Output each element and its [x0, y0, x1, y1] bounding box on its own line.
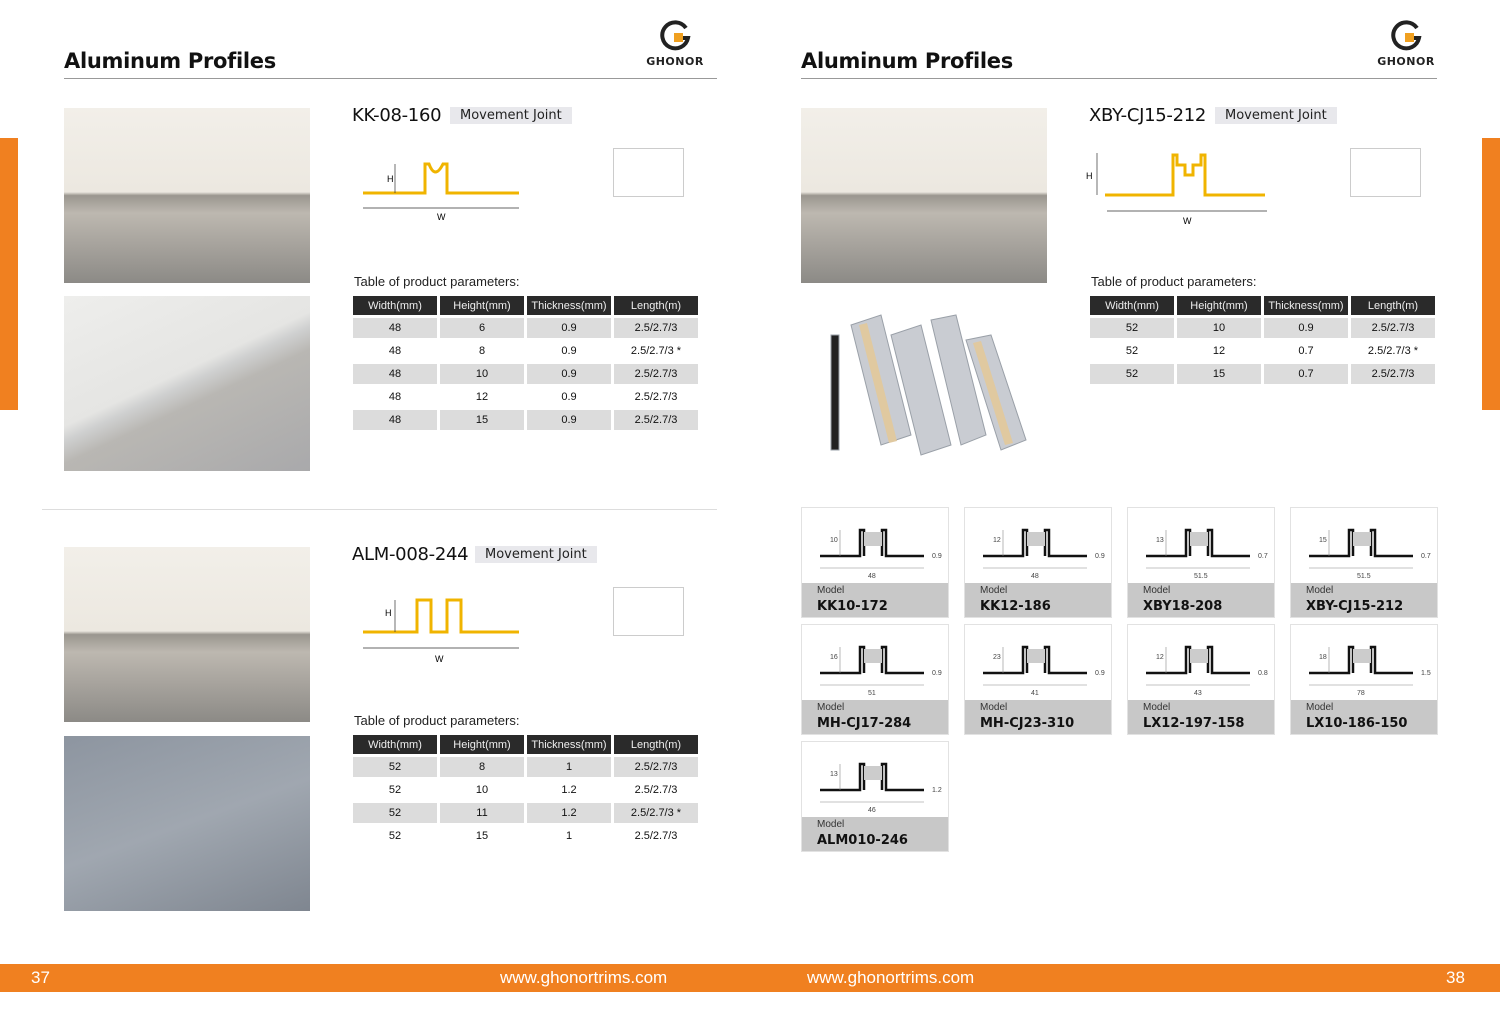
product-type-badge: Movement Joint [1215, 107, 1337, 124]
dim-thickness: 0.9 [932, 670, 942, 677]
dim-w-label: W [1183, 216, 1192, 226]
brand-name: GHONOR [1377, 55, 1435, 68]
model-name: XBY-CJ15-212 [1306, 599, 1404, 614]
left-page-title: Aluminum Profiles [64, 49, 276, 73]
table-cell: 12 [475, 391, 489, 403]
dim-height: 10 [830, 537, 838, 544]
table-cell: 2.5/2.7/3 [1351, 318, 1435, 338]
column-header: Thickness(mm) [527, 735, 611, 754]
dim-width: 46 [868, 807, 876, 814]
profile-diagram [355, 150, 530, 225]
table-caption: Table of product parameters: [354, 713, 520, 728]
table-cell: 15 [475, 830, 489, 842]
table-caption: Table of product parameters: [354, 274, 520, 289]
footer-bar [0, 964, 1500, 992]
dim-w-label: W [437, 212, 446, 222]
table-row [1090, 341, 1435, 361]
column-header: Height(mm) [440, 296, 524, 315]
brand-logo [1371, 20, 1441, 70]
table-cell: 1.2 [527, 803, 611, 823]
table-cell: 2.5/2.7/3 [1351, 364, 1435, 384]
dim-w-label: W [435, 654, 444, 664]
table-cell: 2.5/2.7/3 [634, 784, 678, 796]
table-header [1090, 296, 1435, 315]
table-row [353, 826, 698, 846]
product-photo [801, 108, 1047, 283]
profile-drawing [802, 625, 950, 703]
table-row [353, 318, 698, 338]
dim-thickness: 0.8 [1258, 670, 1268, 677]
table-row [1090, 318, 1435, 338]
column-header: Length(m) [614, 735, 698, 754]
dim-thickness: 0.9 [932, 553, 942, 560]
product-photo [64, 108, 310, 283]
table-cell: 1.2 [561, 784, 577, 796]
parameters-table [1087, 293, 1438, 387]
table-cell: 52 [353, 757, 437, 777]
profile-drawing [802, 742, 950, 820]
ghonor-logo-icon [1389, 20, 1423, 52]
profile-drawing [802, 508, 950, 586]
model-card[interactable] [801, 741, 949, 852]
product-photo [64, 296, 310, 471]
section-thumbnail [613, 587, 684, 636]
table-cell: 2.5/2.7/3 [614, 364, 698, 384]
dim-thickness: 1.2 [932, 787, 942, 794]
product-model: ALM-008-244 [352, 544, 469, 565]
column-header: Width(mm) [353, 735, 437, 754]
dim-height: 13 [830, 771, 838, 778]
header-divider [64, 78, 717, 79]
model-name: MH-CJ23-310 [980, 716, 1075, 731]
model-card[interactable] [964, 624, 1112, 735]
table-cell: 52 [388, 784, 402, 796]
model-name: KK10-172 [817, 599, 888, 614]
table-cell: 48 [353, 410, 437, 430]
model-card[interactable] [964, 507, 1112, 618]
dim-thickness: 1.5 [1421, 670, 1431, 677]
header-divider [801, 78, 1437, 79]
dim-thickness: 0.9 [1095, 670, 1105, 677]
model-label: Model [980, 585, 1008, 596]
table-cell: 52 [1090, 364, 1174, 384]
table-row [353, 757, 698, 777]
table-cell: 0.9 [561, 391, 577, 403]
model-card[interactable] [1290, 624, 1438, 735]
table-cell: 2.5/2.7/3 * [630, 345, 682, 357]
column-header: Thickness(mm) [1264, 296, 1348, 315]
model-label: Model [817, 819, 845, 830]
profile-diagram [1085, 145, 1275, 230]
dim-h-label: H [385, 608, 392, 618]
table-row [353, 341, 698, 361]
table-cell: 0.9 [527, 318, 611, 338]
model-name: XBY18-208 [1143, 599, 1223, 614]
right-page-title: Aluminum Profiles [801, 49, 1013, 73]
table-cell: 1 [527, 757, 611, 777]
product-assortment-photo [801, 295, 1047, 470]
table-row [353, 803, 698, 823]
dim-height: 23 [993, 654, 1001, 661]
table-row [353, 387, 698, 407]
table-cell: 10 [1177, 318, 1261, 338]
table-header [353, 735, 698, 754]
table-cell: 6 [440, 318, 524, 338]
table-cell: 48 [388, 345, 402, 357]
model-label: Model [1306, 585, 1334, 596]
column-header: Height(mm) [440, 735, 524, 754]
table-header [353, 296, 698, 315]
model-card[interactable] [801, 507, 949, 618]
section-thumbnail [613, 148, 684, 197]
table-cell: 52 [388, 830, 402, 842]
model-label: Model [1143, 585, 1171, 596]
ghonor-logo-icon [658, 20, 692, 52]
table-cell: 0.7 [1298, 345, 1314, 357]
dim-height: 13 [1156, 537, 1164, 544]
table-cell: 52 [1090, 318, 1174, 338]
product-type-badge: Movement Joint [450, 107, 572, 124]
table-row [353, 364, 698, 384]
model-card[interactable] [801, 624, 949, 735]
profile-drawing [1128, 625, 1276, 703]
table-cell: 0.9 [1264, 318, 1348, 338]
profile-diagram [355, 590, 530, 665]
dim-h-label: H [387, 174, 394, 184]
dim-height: 18 [1319, 654, 1327, 661]
parameters-table [350, 293, 701, 433]
dim-h-label: H [1086, 171, 1093, 181]
table-caption: Table of product parameters: [1091, 274, 1257, 289]
model-name: KK12-186 [980, 599, 1051, 614]
footer-url-right[interactable]: www.ghonortrims.com [807, 968, 975, 987]
table-cell: 15 [1177, 364, 1261, 384]
page-number-left: 37 [31, 968, 50, 987]
footer-url-left[interactable]: www.ghonortrims.com [500, 968, 668, 987]
product-model: XBY-CJ15-212 [1089, 105, 1207, 126]
table-cell: 8 [478, 345, 486, 357]
table-row [353, 410, 698, 430]
table-cell: 2.5/2.7/3 [614, 318, 698, 338]
section-divider [42, 509, 717, 510]
profile-drawing [965, 625, 1113, 703]
dim-width: 48 [868, 573, 876, 580]
dim-width: 51.5 [1194, 573, 1208, 580]
table-cell: 2.5/2.7/3 [614, 410, 698, 430]
side-accent-bar [0, 138, 18, 410]
column-header: Length(m) [1351, 296, 1435, 315]
column-header: Length(m) [614, 296, 698, 315]
table-cell: 2.5/2.7/3 * [614, 803, 698, 823]
parameters-table [350, 732, 701, 849]
column-header: Width(mm) [353, 296, 437, 315]
table-cell: 15 [440, 410, 524, 430]
profile-drawing [1128, 508, 1276, 586]
table-cell: 48 [353, 364, 437, 384]
table-cell: 2.5/2.7/3 * [1367, 345, 1419, 357]
table-cell: 2.5/2.7/3 [614, 757, 698, 777]
table-cell: 0.9 [527, 410, 611, 430]
dim-width: 51.5 [1357, 573, 1371, 580]
column-header: Height(mm) [1177, 296, 1261, 315]
dim-width: 78 [1357, 690, 1365, 697]
table-cell: 52 [1125, 345, 1139, 357]
model-name: LX10-186-150 [1306, 716, 1408, 731]
product-photo [64, 547, 310, 722]
dim-height: 15 [1319, 537, 1327, 544]
profile-drawing [1291, 508, 1439, 586]
table-cell: 8 [440, 757, 524, 777]
table-cell: 0.9 [561, 345, 577, 357]
product-photo [64, 736, 310, 911]
brand-logo [640, 20, 710, 70]
model-name: LX12-197-158 [1143, 716, 1245, 731]
column-header: Thickness(mm) [527, 296, 611, 315]
table-cell: 0.9 [527, 364, 611, 384]
side-accent-bar [1482, 138, 1500, 410]
brand-name: GHONOR [646, 55, 704, 68]
table-cell: 2.5/2.7/3 [634, 391, 678, 403]
model-label: Model [1143, 702, 1171, 713]
table-cell: 48 [353, 318, 437, 338]
dim-height: 16 [830, 654, 838, 661]
model-card[interactable] [1290, 507, 1438, 618]
table-cell: 1 [565, 830, 573, 842]
dim-width: 51 [868, 690, 876, 697]
profile-drawing [965, 508, 1113, 586]
model-card[interactable] [1127, 624, 1275, 735]
section-thumbnail [1350, 148, 1421, 197]
model-label: Model [817, 702, 845, 713]
model-label: Model [1306, 702, 1334, 713]
page-number-right: 38 [1446, 968, 1465, 987]
table-row [353, 780, 698, 800]
dim-thickness: 0.7 [1258, 553, 1268, 560]
dim-height: 12 [993, 537, 1001, 544]
table-cell: 12 [1212, 345, 1226, 357]
table-cell: 10 [440, 364, 524, 384]
table-cell: 11 [440, 803, 524, 823]
model-label: Model [980, 702, 1008, 713]
product-type-badge: Movement Joint [475, 546, 597, 563]
dim-thickness: 0.9 [1095, 553, 1105, 560]
profile-drawing [1291, 625, 1439, 703]
table-row [1090, 364, 1435, 384]
column-header: Width(mm) [1090, 296, 1174, 315]
dim-width: 43 [1194, 690, 1202, 697]
model-label: Model [817, 585, 845, 596]
product-model: KK-08-160 [352, 105, 442, 126]
model-name: MH-CJ17-284 [817, 716, 912, 731]
table-cell: 2.5/2.7/3 [634, 830, 678, 842]
table-cell: 10 [475, 784, 489, 796]
table-cell: 52 [353, 803, 437, 823]
dim-width: 41 [1031, 690, 1039, 697]
table-cell: 48 [388, 391, 402, 403]
dim-thickness: 0.7 [1421, 553, 1431, 560]
dim-height: 12 [1156, 654, 1164, 661]
dim-width: 48 [1031, 573, 1039, 580]
model-card[interactable] [1127, 507, 1275, 618]
table-cell: 0.7 [1264, 364, 1348, 384]
model-name: ALM010-246 [817, 833, 908, 848]
